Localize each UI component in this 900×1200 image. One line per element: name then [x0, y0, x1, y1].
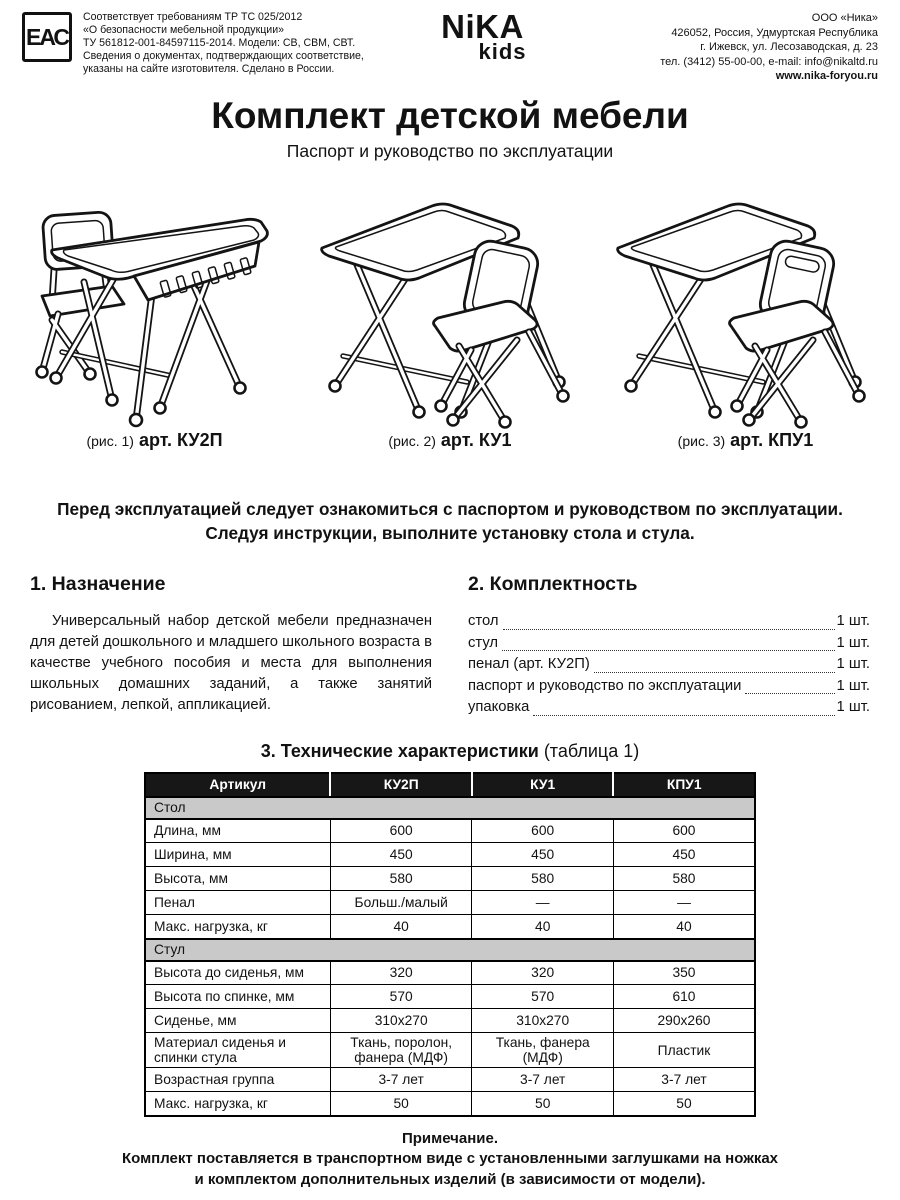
kit-item-label: паспорт и руководство по эксплуатации: [468, 677, 742, 694]
figure-article: арт. КУ2П: [138, 430, 223, 450]
spec-value: 350: [613, 961, 755, 985]
kit-item-qty: 1 шт.: [836, 677, 870, 694]
spec-value: 3-7 лет: [330, 1068, 472, 1092]
kit-item-label: пенал (арт. КУ2П): [468, 656, 590, 672]
page-subtitle: Паспорт и руководство по эксплуатации: [286, 141, 614, 161]
spec-value: 570: [330, 985, 472, 1009]
spec-value: 600: [472, 819, 614, 843]
figure-caption: [304, 430, 597, 451]
kit-item-qty: 1 шт.: [836, 699, 870, 715]
purpose-paragraph: Универсальный набор детской мебели предназначен для детей дошкольного и младшего школьного возраста в качестве учебного пособия и места для выполнения школьных домашних заданий, а также занятий рисованием, лепкой, аппликацией.: [30, 613, 432, 713]
figure-ref: (рис. 1): [86, 433, 134, 449]
spec-value: 450: [330, 843, 472, 867]
specs-title: [0, 741, 900, 762]
spec-row: [145, 1033, 755, 1068]
spec-value: 50: [613, 1092, 755, 1116]
cert-line: «О безопасности мебельной продукции»: [83, 24, 285, 36]
spec-label: Материал сиденья и спинки стула: [145, 1033, 330, 1068]
desk-chair-ku2p-drawing: [10, 190, 300, 430]
figure-1: [8, 190, 301, 451]
header-cell-ku2p: КУ2П: [330, 773, 472, 797]
brand-logo: [408, 8, 558, 64]
spec-row: [145, 1068, 755, 1092]
spec-label: Высота по спинке, мм: [145, 985, 330, 1009]
spec-value: 600: [330, 819, 472, 843]
spec-row: [145, 843, 755, 867]
figure-article: арт. КУ1: [440, 430, 512, 450]
spec-label: Высота, мм: [145, 867, 330, 891]
warning-line: Перед эксплуатацией следует ознакомиться с паспортом и руководством по эксплуатации.: [57, 499, 843, 519]
address-line: г. Ижевск, ул. Лесозаводская, д. 23: [700, 41, 878, 54]
spec-value: 610: [613, 985, 755, 1009]
spec-label: Длина, мм: [145, 819, 330, 843]
logo-kids: kids: [478, 39, 527, 64]
spec-value: 40: [613, 915, 755, 939]
spec-value: 310x270: [330, 1009, 472, 1033]
eac-mark: ЕАС: [22, 12, 72, 62]
cert-line: ТУ 561812-001-84597115-2014. Модели: СВ, СВМ, СВТ.: [83, 37, 356, 49]
kit-item: [468, 611, 870, 633]
spec-value: Ткань, фанера (МДФ): [472, 1033, 614, 1068]
note-title: Примечание.: [401, 1129, 499, 1147]
spec-row: [145, 891, 755, 915]
certification-block: [22, 10, 387, 76]
figure-2: [304, 190, 597, 451]
warning-line: Следуя инструкции, выполните установку стола и стула.: [205, 523, 695, 543]
figure-caption: [599, 430, 892, 451]
spec-row: [145, 867, 755, 891]
company-address: [578, 10, 878, 84]
purpose-heading: 1. Назначение: [30, 573, 166, 595]
figure-ref: (рис. 2): [388, 433, 436, 449]
header-cell-article: Артикул: [145, 773, 330, 797]
warning-text: [0, 497, 900, 545]
figure-caption: [8, 430, 301, 451]
spec-label: Макс. нагрузка, кг: [145, 1092, 330, 1116]
address-line: тел. (3412) 55-00-00, e-mail: info@nikaltd.ru: [660, 55, 878, 68]
dot-leader: [502, 650, 834, 651]
spec-row: [145, 819, 755, 843]
spec-value: 50: [472, 1092, 614, 1116]
spec-value: 580: [613, 867, 755, 891]
spec-value: 320: [472, 961, 614, 985]
group-name: Стул: [145, 939, 755, 961]
section-purpose: [30, 573, 432, 719]
spec-value: 570: [472, 985, 614, 1009]
kit-item-label: упаковка: [468, 699, 530, 715]
sections: [0, 573, 900, 719]
group-name: Стол: [145, 797, 755, 819]
figure-3: [599, 190, 892, 451]
dot-leader: [594, 672, 835, 673]
note-line: Комплект поставляется в транспортном виде с установленными заглушками на ножках: [121, 1150, 779, 1167]
spec-value: 3-7 лет: [613, 1068, 755, 1092]
address-line: 426052, Россия, Удмуртская Республика: [671, 26, 878, 39]
spec-value: 450: [613, 843, 755, 867]
specs-title-tail: (таблица 1): [543, 740, 640, 761]
kit-item: [468, 654, 870, 676]
kit-list: [468, 611, 870, 719]
spec-value: 320: [330, 961, 472, 985]
spec-row: [145, 915, 755, 939]
footnote: [0, 1129, 900, 1191]
address-line: ООО «Ника»: [811, 12, 878, 24]
dot-leader: [533, 715, 834, 716]
spec-value: 580: [472, 867, 614, 891]
spec-row: [145, 1092, 755, 1116]
spec-row: [145, 961, 755, 985]
logo-nika: NiKA: [441, 8, 524, 45]
desk-chair-ku1-drawing: [305, 190, 595, 430]
dot-leader: [745, 693, 834, 694]
spec-value: 50: [330, 1092, 472, 1116]
spec-value: Ткань, поролон, фанера (МДФ): [330, 1033, 472, 1068]
spec-label: Пенал: [145, 891, 330, 915]
spec-value: Больш./малый: [330, 891, 472, 915]
kit-item-label: стул: [468, 634, 499, 651]
group-row-chair: [145, 939, 755, 961]
page-title: Комплект детской мебели: [211, 95, 689, 136]
kit-item: [468, 697, 870, 719]
header-cell-kpu1: КПУ1: [613, 773, 755, 797]
website-url: www.nika-foryou.ru: [775, 70, 878, 83]
specs-table: [144, 772, 756, 1117]
spec-value: 450: [472, 843, 614, 867]
spec-label: Ширина, мм: [145, 843, 330, 867]
spec-value: 290x260: [613, 1009, 755, 1033]
spec-row: [145, 985, 755, 1009]
spec-value: 310x270: [472, 1009, 614, 1033]
kit-item: [468, 676, 870, 698]
spec-label: Макс. нагрузка, кг: [145, 915, 330, 939]
dot-leader: [503, 629, 835, 630]
product-figures: [0, 190, 900, 451]
cert-line: Соответствует требованиям ТР ТС 025/2012: [83, 11, 303, 23]
spec-value: 580: [330, 867, 472, 891]
note-line: и комплектом дополнительных изделий (в зависимости от модели).: [194, 1170, 706, 1188]
group-row-table: [145, 797, 755, 819]
spec-value: —: [472, 891, 614, 915]
spec-value: —: [613, 891, 755, 915]
spec-row: [145, 1009, 755, 1033]
certification-text: [83, 10, 364, 76]
kit-item-qty: 1 шт.: [836, 613, 870, 629]
figure-article: арт. КПУ1: [730, 430, 814, 450]
cert-line: указаны на сайте изготовителя. Сделано в России.: [83, 63, 335, 75]
table-header-row: [145, 773, 755, 797]
kit-item-qty: 1 шт.: [836, 634, 870, 651]
kit-item-label: стол: [468, 613, 499, 629]
page-header: [0, 0, 900, 83]
cert-line: Сведения о документах, подтверждающих соответствие,: [83, 50, 364, 62]
figure-ref: (рис. 3): [677, 433, 726, 449]
spec-label: Высота до сиденья, мм: [145, 961, 330, 985]
spec-value: Пластик: [613, 1033, 755, 1068]
spec-label: Сиденье, мм: [145, 1009, 330, 1033]
section-contents: [468, 573, 870, 719]
specs-title-bold: 3. Технические характеристики: [260, 740, 539, 761]
kit-item-qty: 1 шт.: [836, 656, 870, 672]
contents-heading: 2. Комплектность: [468, 573, 638, 595]
spec-value: 3-7 лет: [472, 1068, 614, 1092]
kit-item: [468, 633, 870, 655]
spec-value: 40: [330, 915, 472, 939]
document-title-block: [0, 96, 900, 162]
desk-chair-kpu1-drawing: [601, 190, 891, 430]
spec-value: 40: [472, 915, 614, 939]
spec-value: 600: [613, 819, 755, 843]
spec-label: Возрастная группа: [145, 1068, 330, 1092]
header-cell-ku1: КУ1: [472, 773, 614, 797]
